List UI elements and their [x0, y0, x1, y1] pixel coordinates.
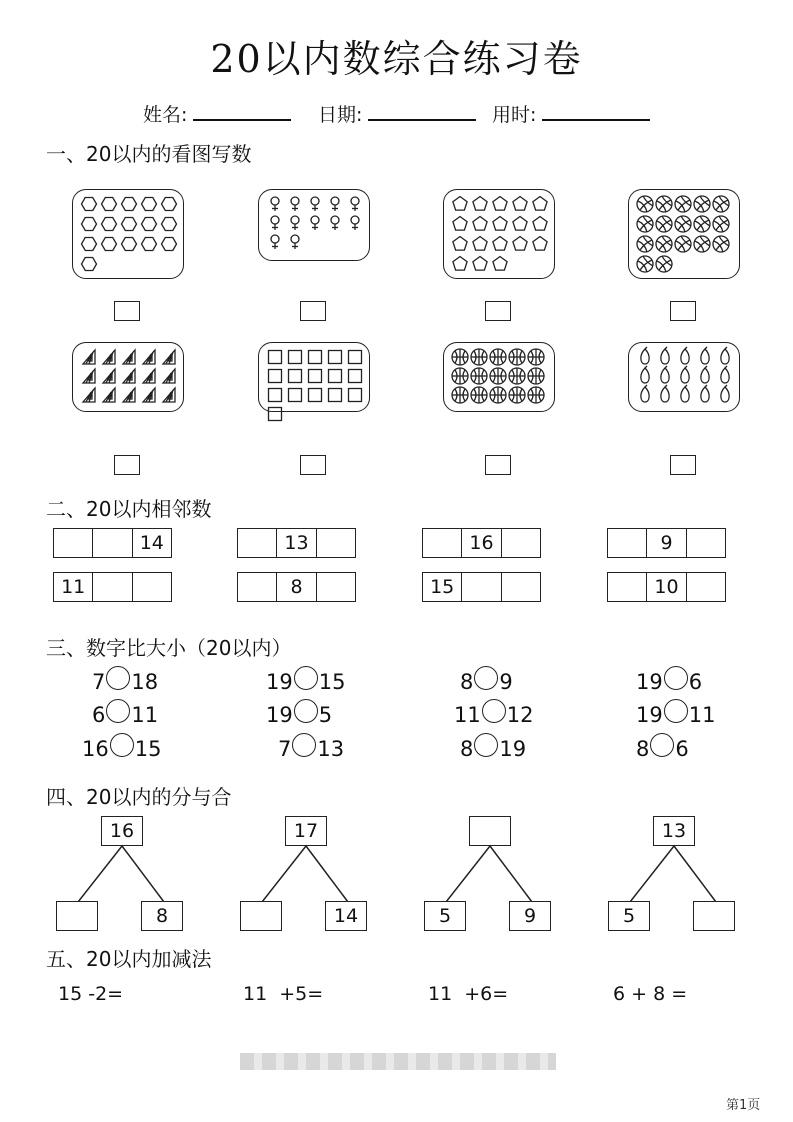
split-top-box[interactable] [469, 816, 511, 846]
compare-right: 18 [131, 670, 159, 694]
split-left-box[interactable] [240, 901, 282, 931]
split-left-box: 5 [608, 901, 650, 931]
split-right-box: 14 [325, 901, 367, 931]
neighbor-cell: 14 [139, 532, 164, 554]
compare-left: 8 [460, 737, 474, 761]
split-right-box: 9 [509, 901, 551, 931]
compare-left: 11 [454, 703, 481, 727]
split-right-box: 8 [141, 901, 183, 931]
neighbor-cell: 9 [647, 529, 686, 557]
compare-right: 9 [499, 670, 513, 694]
compare-left: 19 [636, 670, 663, 694]
equation: 11 +6= [428, 983, 509, 1005]
compare-left: 19 [636, 703, 663, 727]
section-5-heading: 五、20以内加减法 [46, 947, 212, 971]
compare-right: 11 [688, 703, 716, 727]
compare-left: 19 [266, 670, 293, 694]
compare-right: 19 [499, 737, 527, 761]
compare-left: 7 [92, 670, 106, 694]
date-label: 日期: [318, 100, 476, 127]
compare-right: 12 [506, 703, 534, 727]
page-title: 20以内数综合练习卷 [210, 37, 583, 81]
compare-right: 13 [317, 737, 345, 761]
neighbor-cell: 15 [423, 573, 462, 601]
page-cutoff [0, 1028, 793, 1122]
split-left-box: 5 [424, 901, 466, 931]
compare-left: 8 [460, 670, 474, 694]
section-3-heading: 三、数字比大小（20以内） [46, 636, 292, 660]
equation: 6 + 8 = [613, 983, 688, 1005]
compare-left: 16 [82, 737, 109, 761]
time-label: 用时: [492, 100, 650, 127]
neighbor-cell: 10 [647, 573, 686, 601]
compare-right: 6 [675, 737, 689, 761]
name-label: 姓名: [143, 100, 291, 127]
compare-right: 11 [131, 703, 159, 727]
split-top-box: 17 [285, 816, 327, 846]
compare-right: 15 [134, 737, 162, 761]
neighbor-cell: 13 [277, 529, 316, 557]
compare-right: 5 [318, 703, 333, 727]
split-right-box[interactable] [693, 901, 735, 931]
equation: 15 -2= [58, 983, 124, 1005]
compare-left: 8 [636, 737, 650, 761]
blurred-watermark [240, 1053, 556, 1070]
compare-left: 6 [92, 703, 106, 727]
compare-right: 6 [688, 670, 703, 694]
compare-right: 15 [318, 670, 346, 694]
neighbor-cell: 8 [277, 573, 316, 601]
compare-left: 7 [278, 737, 292, 761]
split-top-box: 16 [101, 816, 143, 846]
page-number: 第1页 [726, 1098, 761, 1113]
neighbor-cell: 11 [54, 573, 93, 601]
section-2-heading: 二、20以内相邻数 [46, 497, 212, 521]
section-4-heading: 四、20以内的分与合 [46, 785, 232, 809]
section-1-heading: 一、20以内的看图写数 [46, 142, 252, 166]
split-top-box: 13 [653, 816, 695, 846]
split-left-box[interactable] [56, 901, 98, 931]
equation: 11 +5= [243, 983, 324, 1005]
neighbor-cell: 16 [462, 529, 501, 557]
compare-left: 19 [266, 703, 293, 727]
